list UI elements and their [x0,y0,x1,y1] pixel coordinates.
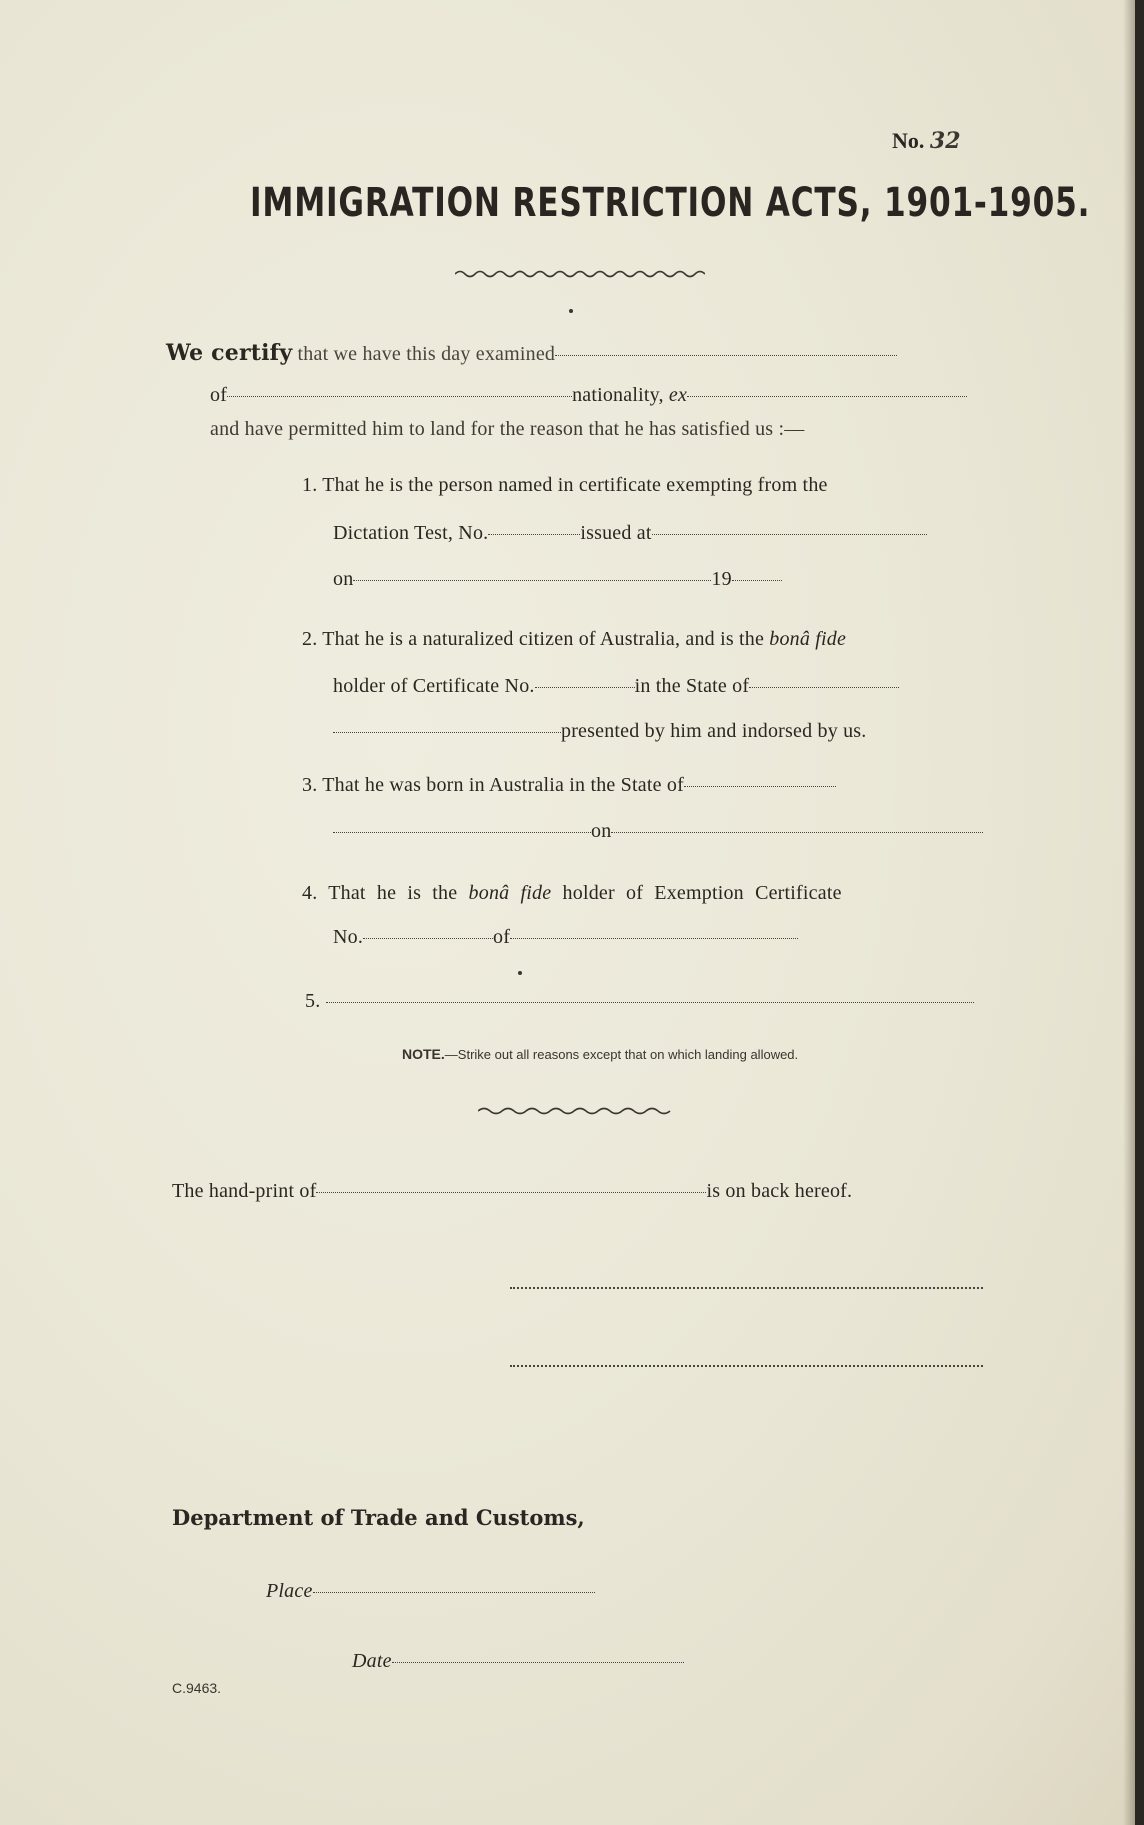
page-title: IMMIGRATION RESTRICTION ACTS, 1901-1905. [250,180,1091,226]
note-ornament [478,1105,678,1117]
on-label: on [333,568,354,590]
handprint-name-field[interactable] [316,1192,706,1193]
title-ornament [455,268,705,280]
stray-dot [518,971,522,975]
note-label: NOTE. [402,1046,445,1062]
ornament-dot [569,309,573,313]
date-field[interactable] [392,1662,684,1663]
reason-1-line-1: 1. That he is the person named in certificate exempting from the [302,474,828,496]
reason-3-state-field[interactable] [684,786,836,787]
ex-label: ex [668,384,688,406]
reason-2-presented-field[interactable] [333,732,561,733]
place-label: Place [266,1580,313,1602]
reason-2-line-2 [333,675,899,698]
place-line [266,1580,595,1603]
state-label: in the State of [634,675,750,697]
handprint-label: The hand-print of [172,1180,317,1202]
permitted-text: and have permitted him to land for the reason that he has satisfied us :— [210,418,805,440]
certificate-label: holder of Certificate No. [333,675,535,697]
of-nationality-line [210,384,967,407]
reason-2-text: 2. That he is a naturalized citizen of Australia, and is the [302,628,765,650]
reason-1-year-field[interactable] [732,580,782,581]
dictation-label: Dictation Test, No. [333,522,489,544]
handprint-suffix: is on back hereof. [706,1180,853,1202]
reason-4-text-b: holder of Exemption Certificate [562,882,842,904]
department-name: Department of Trade and Customs, [172,1505,585,1530]
issued-at-field[interactable] [652,534,927,535]
handprint-line [172,1180,852,1203]
signature-line-1[interactable] [510,1287,983,1289]
page-edge [1123,0,1135,1825]
form-number [892,128,961,154]
examined-field[interactable] [555,355,897,356]
year-label: 19 [711,568,732,590]
note-text: —Strike out all reasons except that on which landing allowed. [444,1047,799,1062]
reason-4-line-1 [302,882,842,905]
reason-5-line [305,990,974,1013]
reason-1-date-field[interactable] [353,580,711,581]
reason-3-place-field[interactable] [333,832,591,833]
exemption-of-field[interactable] [510,938,798,939]
reason-3-date-field[interactable] [611,832,983,833]
issued-label: issued at [580,522,652,544]
reason-4-of-label: of [493,926,511,948]
form-code: C.9463. [172,1680,222,1696]
date-line [352,1650,684,1673]
place-field[interactable] [313,1592,595,1593]
nationality-label: nationality, [572,384,664,406]
exemption-number-field[interactable] [363,938,493,939]
reason-2-line-1 [302,628,846,651]
signature-line-2[interactable] [510,1365,983,1367]
certify-lead: We certify [166,340,293,366]
ex-field[interactable] [687,396,967,397]
reason-2-state-field[interactable] [749,687,899,688]
of-label: of [210,384,228,406]
of-field[interactable] [227,396,572,397]
number-value: 32 [929,128,961,154]
reason-4-text-a: 4. That he is the [302,882,458,904]
certificate-number-field[interactable] [535,687,635,688]
reason-5-label: 5. [305,990,321,1012]
reason-3-line-1 [302,774,836,797]
certify-line [166,340,897,366]
reason-3-on-label: on [591,820,612,842]
reason-5-field[interactable] [326,1002,974,1003]
reason-4-bona-fide: bonâ fide [468,882,552,904]
certify-text: that we have this day examined [297,343,556,365]
reason-4-no-label: No. [333,926,364,948]
reason-1-line-2 [333,522,927,545]
reason-3-line-2 [333,820,983,843]
reason-3-text: 3. That he was born in Australia in the State of [302,774,684,796]
date-label: Date [352,1650,392,1672]
reason-4-line-2 [333,926,798,949]
reason-2-line-3 [333,720,866,743]
number-label: No. [892,128,925,153]
note [402,1046,798,1062]
reason-2-bona-fide: bonâ fide [769,628,847,650]
presented-text: presented by him and indorsed by us. [561,720,867,742]
reason-1-line-3 [333,568,782,591]
dictation-number-field[interactable] [488,534,580,535]
